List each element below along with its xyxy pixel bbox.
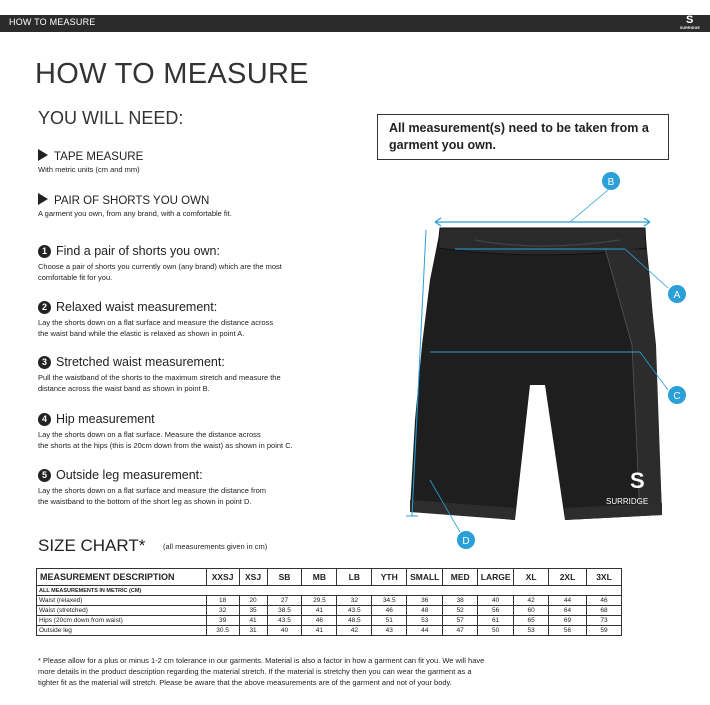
table-subheader: ALL MEASUREMENTS IN METRIC (CM) (37, 586, 622, 596)
step-5 (38, 468, 338, 507)
column-header: MEASUREMENT DESCRIPTION (37, 569, 207, 586)
table-cell: 46 (586, 596, 621, 606)
table-row (37, 616, 622, 626)
size-chart-table (36, 568, 622, 636)
step-1 (38, 244, 338, 283)
play-arrow-icon (38, 149, 48, 161)
step-text: the waist band while the elastic is relaxed as shown in point A. (38, 329, 245, 338)
table-cell: 48 (407, 606, 443, 616)
step-number-badge: 1 (38, 245, 51, 258)
table-row (37, 596, 622, 606)
table-cell: 56 (478, 606, 514, 616)
row-label: Waist (stretched) (37, 606, 207, 616)
table-cell: 44 (407, 626, 443, 636)
table-cell: 52 (443, 606, 478, 616)
step-text: distance across the waist band as shown in point B. (38, 384, 210, 393)
need-item-title: PAIR OF SHORTS YOU OWN (54, 195, 210, 207)
table-cell: 57 (443, 616, 478, 626)
row-label: Outside leg (37, 626, 207, 636)
you-will-need-heading: YOU WILL NEED: (38, 108, 184, 128)
column-header: 2XL (549, 569, 587, 586)
table-cell: 32 (206, 606, 239, 616)
step-text: Lay the shorts down on a flat surface and measure the distance from (38, 486, 267, 495)
table-cell: 50 (478, 626, 514, 636)
shorts-logo-s: S (630, 468, 645, 493)
column-header: XL (514, 569, 549, 586)
table-cell: 42 (514, 596, 549, 606)
table-cell: 32 (337, 596, 372, 606)
table-row (37, 606, 622, 616)
footnote-line: more details in the product description regarding the material stretch. If the material is stretchy then you can wear the garment as a (38, 667, 472, 676)
table-cell: 35 (239, 606, 267, 616)
footnote (38, 655, 638, 688)
size-chart-heading: SIZE CHART* (38, 536, 146, 555)
table-cell: 38 (443, 596, 478, 606)
table-subheader-row (37, 586, 622, 596)
note-line: garment you own. (389, 138, 496, 152)
column-header: XSJ (239, 569, 267, 586)
play-arrow-icon (38, 193, 48, 205)
table-cell: 61 (478, 616, 514, 626)
table-cell: 34.5 (372, 596, 407, 606)
table-row (37, 626, 622, 636)
column-header: LB (337, 569, 372, 586)
footnote-line: tighter fit as the material will stretch. Please be aware that the above measurements are of the garment and not of your body. (38, 678, 452, 687)
step-number-badge: 2 (38, 301, 51, 314)
table-cell: 64 (549, 606, 587, 616)
logo-s-mark: S (686, 14, 694, 26)
table-cell: 44 (549, 596, 587, 606)
table-cell: 68 (586, 606, 621, 616)
marker-a-label: A (673, 290, 681, 301)
table-cell: 38.5 (267, 606, 302, 616)
note-line: All measurement(s) need to be taken from a (389, 121, 649, 135)
marker-c-label: C (673, 391, 681, 402)
step-title: Outside leg measurement: (56, 468, 203, 482)
column-header: SMALL (407, 569, 443, 586)
column-header: SB (267, 569, 302, 586)
shorts-illustration (400, 170, 710, 555)
table-header-row (37, 569, 622, 586)
column-header: 3XL (586, 569, 621, 586)
step-title: Stretched waist measurement: (56, 355, 225, 369)
table-cell: 60 (514, 606, 549, 616)
surridge-logo (680, 16, 702, 31)
step-text: Pull the waistband of the shorts to the maximum stretch and measure the (38, 373, 281, 382)
page-title: HOW TO MEASURE (35, 58, 309, 90)
table-cell: 53 (514, 626, 549, 636)
step-text: the shorts at the hips (this is 20cm down from the waist) as shown in point C. (38, 441, 293, 450)
table-cell: 20 (239, 596, 267, 606)
top-bar (0, 15, 710, 32)
size-chart-note: (all measurements given in cm) (163, 542, 268, 551)
top-bar-title: HOW TO MEASURE (9, 17, 96, 27)
logo-wordmark: SURRIDGE (680, 26, 701, 30)
column-header: MB (302, 569, 337, 586)
table-cell: 42 (337, 626, 372, 636)
step-number-badge: 4 (38, 413, 51, 426)
table-cell: 46 (302, 616, 337, 626)
need-item-title: TAPE MEASURE (54, 151, 144, 163)
column-header: YTH (372, 569, 407, 586)
step-3 (38, 355, 338, 394)
table-cell: 41 (302, 626, 337, 636)
table-cell: 47 (443, 626, 478, 636)
row-label: Hips (20cm down from waist) (37, 616, 207, 626)
column-header: XXSJ (206, 569, 239, 586)
table-cell: 43.5 (267, 616, 302, 626)
table-cell: 43 (372, 626, 407, 636)
table-cell: 31 (239, 626, 267, 636)
table-cell: 30.5 (206, 626, 239, 636)
step-title: Hip measurement (56, 412, 155, 426)
table-cell: 18 (206, 596, 239, 606)
step-title: Relaxed waist measurement: (56, 300, 218, 314)
table-cell: 59 (586, 626, 621, 636)
table-cell: 41 (239, 616, 267, 626)
row-label: Waist (relaxed) (37, 596, 207, 606)
table-cell: 73 (586, 616, 621, 626)
table-cell: 27 (267, 596, 302, 606)
table-cell: 40 (267, 626, 302, 636)
step-text: comfortable fit for you. (38, 273, 113, 282)
table-cell: 39 (206, 616, 239, 626)
step-number-badge: 3 (38, 356, 51, 369)
step-text: Choose a pair of shorts you currently own (any brand) which are the most (38, 262, 282, 271)
marker-b-label: B (607, 177, 615, 188)
table-cell: 53 (407, 616, 443, 626)
table-cell: 69 (549, 616, 587, 626)
table-cell: 36 (407, 596, 443, 606)
column-header: LARGE (478, 569, 514, 586)
marker-d-label: D (462, 536, 470, 547)
need-item-desc: A garment you own, from any brand, with a comfortable fit. (38, 209, 232, 218)
step-text: the waistband to the bottom of the short leg as shown in point D. (38, 497, 252, 506)
step-2 (38, 300, 338, 339)
step-4 (38, 412, 338, 451)
step-text: Lay the shorts down on a flat surface. Measure the distance across (38, 430, 261, 439)
table-cell: 46 (372, 606, 407, 616)
need-item-shorts (38, 193, 232, 218)
step-number-badge: 5 (38, 469, 51, 482)
step-text: Lay the shorts down on a flat surface and measure the distance across (38, 318, 274, 327)
note-box (377, 114, 669, 160)
table-cell: 40 (478, 596, 514, 606)
table-cell: 41 (302, 606, 337, 616)
shorts-logo-text: SURRIDGE (606, 497, 649, 506)
table-cell: 65 (514, 616, 549, 626)
table-cell: 43.5 (337, 606, 372, 616)
step-title: Find a pair of shorts you own: (56, 244, 220, 258)
table-cell: 51 (372, 616, 407, 626)
need-item-desc: With metric units (cm and mm) (38, 165, 140, 174)
table-cell: 48.5 (337, 616, 372, 626)
table-cell: 29.5 (302, 596, 337, 606)
table-cell: 56 (549, 626, 587, 636)
need-item-tape (38, 149, 143, 174)
column-header: MED (443, 569, 478, 586)
footnote-line: * Please allow for a plus or minus 1-2 cm tolerance in our garments. Material is also a factor in how a garment can fit you. We will have (38, 656, 485, 665)
